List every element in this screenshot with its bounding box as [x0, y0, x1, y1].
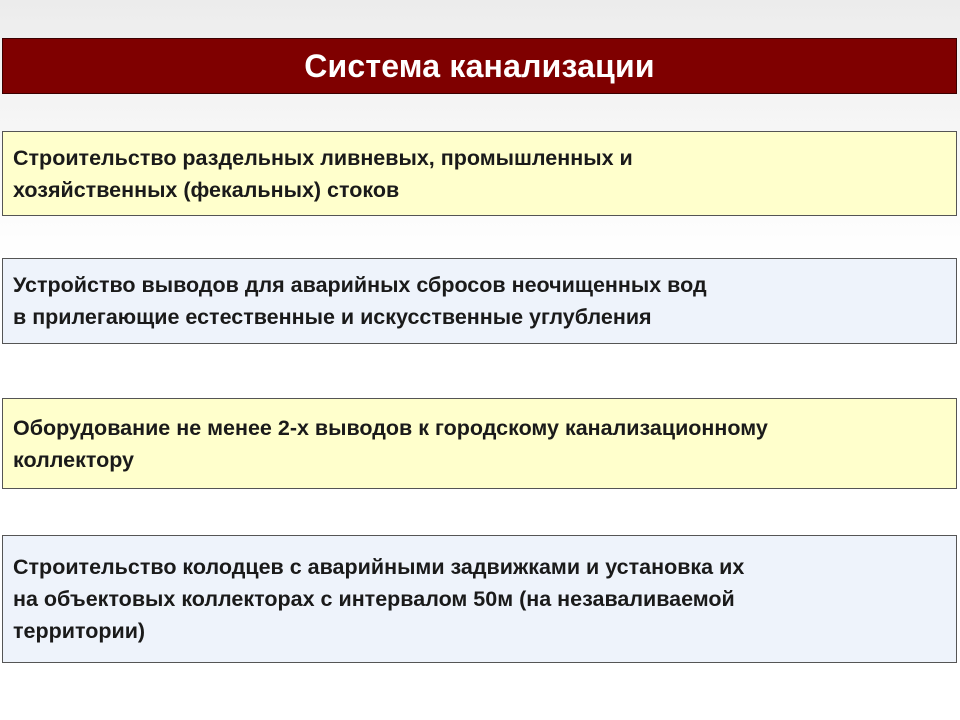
requirement-box-4 [2, 535, 957, 663]
requirement-text-2: Устройство выводов для аварийных сбросов неочищенных вод в прилегающие естественные и искусственные углубления [13, 273, 707, 329]
requirement-box-1 [2, 131, 957, 216]
requirement-text-3: Оборудование не менее 2-х выводов к городскому канализационному коллектору [13, 415, 768, 472]
requirement-text-1: Строительство раздельных ливневых, промышленных и хозяйственных (фекальных) стоков [13, 145, 633, 202]
slide-title: Система канализации [304, 47, 655, 84]
requirement-text-4: Строительство колодцев с аварийными задвижками и установка их на объектовых коллекторах с интервалом 50м (на незаваливаемой территории) [13, 555, 745, 643]
requirement-box-3 [2, 398, 957, 489]
title-bar [2, 38, 957, 94]
requirement-box-2 [2, 258, 957, 344]
